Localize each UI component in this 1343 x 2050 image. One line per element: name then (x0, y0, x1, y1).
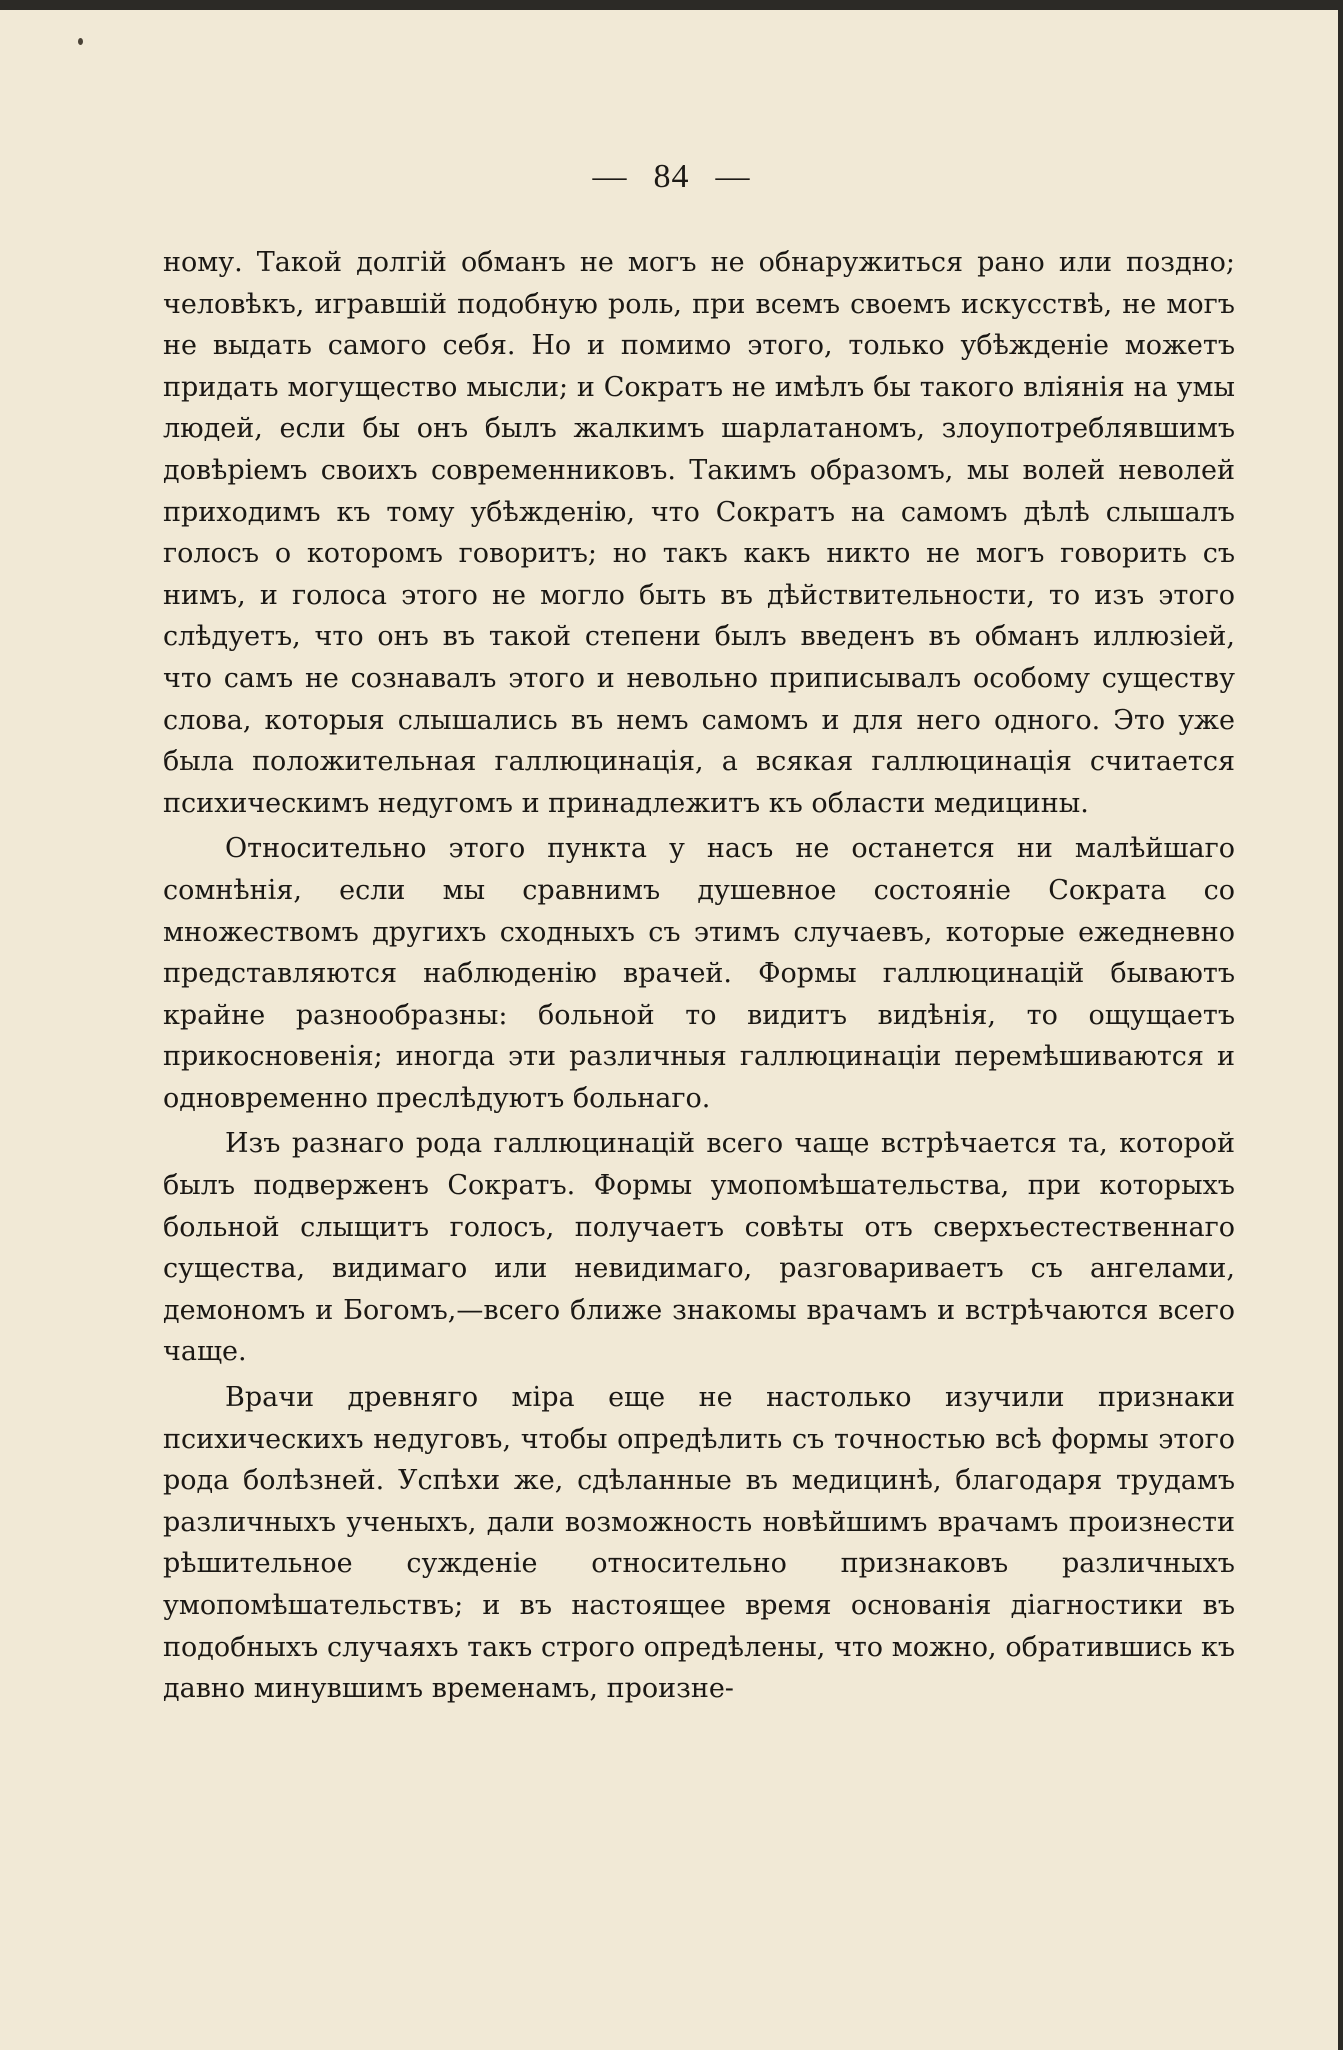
paragraph-3: Изъ разнаго рода галлюцинацій всего чаще встрѣчается та, которой былъ подверженъ Сократъ. Формы умопомѣшательства, при которыхъ больной слыщитъ голосъ, получаетъ совѣты отъ сверхъестественнаго существа, видимаго или невидимаго, разговариваетъ съ ангелами, демономъ и Богомъ,—всего ближе знакомы врачамъ и встрѣчаются всего чаще. (163, 1128, 1235, 1368)
header-dash-left: — (592, 158, 628, 195)
header-dash-right: — (715, 158, 751, 195)
page-number-header (0, 158, 1343, 196)
paragraph-1: ному. Такой долгій обманъ не могъ не обнаружиться рано или поздно; человѣкъ, игравшій подобную роль, при всемъ своемъ искусствѣ, не могъ не выдать самого себя. Но и помимо этого, только убѣжденіе можетъ придать могущество мысли; и Сократъ не имѣлъ бы такого вліянія на умы людей, если бы онъ былъ жалкимъ шарлатаномъ, злоупотреблявшимъ довѣріемъ своихъ современниковъ. Такимъ образомъ, мы волей неволей приходимъ къ тому убѣжденію, что Сократъ на самомъ дѣлѣ слышалъ голосъ о которомъ говоритъ; но такъ какъ никто не могъ говорить съ нимъ, и голоса этого не могло быть въ дѣйствительности, то изъ этого слѣдуетъ, что онъ въ такой степени былъ введенъ въ обманъ иллюзіей, что самъ не сознавалъ этого и невольно приписывалъ особому существу слова, которыя слышались въ немъ самомъ и для него одного. Это уже была положительная галлюцинація, а всякая галлюцинація считается психическимъ недугомъ и принадлежитъ къ области медицины. (163, 247, 1235, 819)
body-text (163, 242, 1235, 1710)
ink-speck (78, 38, 83, 45)
page-number: 84 (653, 158, 690, 195)
paragraph-2: Относительно этого пункта у насъ не останется ни малѣйшаго сомнѣнія, если мы сравнимъ душевное состояніе Сократа со множествомъ другихъ сходныхъ съ этимъ случаевъ, которые ежедневно представляются наблюденію врачей. Формы галлюцинацій бываютъ крайне разнообразны: больной то видитъ видѣнія, то ощущаетъ прикосновенія; иногда эти различныя галлюцинаціи перемѣшиваются и одновременно преслѣдуютъ больнаго. (163, 833, 1235, 1114)
paragraph-4: Врачи древняго міра еще не настолько изучили признаки психическихъ недуговъ, чтобы опредѣлить съ точностью всѣ формы этого рода болѣзней. Успѣхи же, сдѣланные въ медицинѣ, благодаря трудамъ различныхъ ученыхъ, дали возможность новѣйшимъ врачамъ произнести рѣшительное сужденіе относительно признаковъ различныхъ умопомѣшательствъ; и въ настоящее время основанія діагностики въ подобныхъ случаяхъ такъ строго опредѣлены, что можно, обратившись къ давно минувшимъ временамъ, произне- (163, 1382, 1235, 1705)
